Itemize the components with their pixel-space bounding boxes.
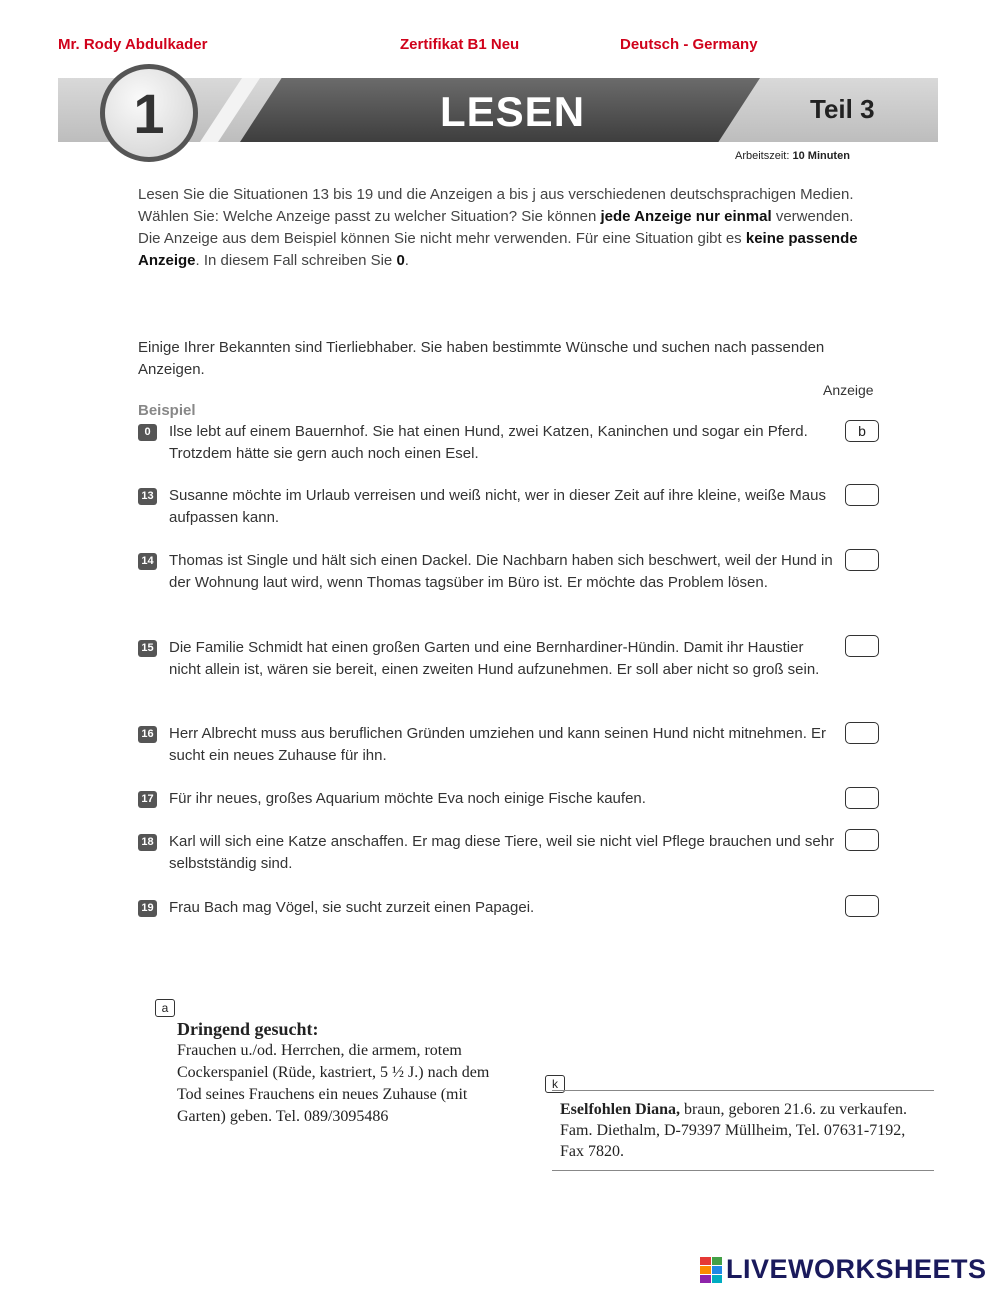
language-label: Deutsch - Germany bbox=[620, 36, 758, 53]
answer-input-13[interactable] bbox=[845, 484, 879, 506]
item-number: 18 bbox=[138, 834, 157, 851]
cube-cell bbox=[712, 1257, 723, 1265]
item-number: 13 bbox=[138, 488, 157, 505]
list-item bbox=[138, 831, 838, 875]
ad-a-body: Frauchen u./od. Herrchen, die armem, rotem Cockerspaniel (Rüde, kastriert, 5 ½ J.) nach dem Tod seines Frauchens ein neues Zuhause (mit Garten) geben. Tel. 089/3095486 bbox=[177, 1042, 490, 1125]
instruction-3-a: Die Anzeige aus dem Beispiel können Sie nicht mehr verwenden. Für eine Situation gibt es bbox=[138, 230, 746, 247]
ad-a-title: Dringend gesucht: bbox=[177, 1019, 319, 1039]
answer-input-18[interactable] bbox=[845, 829, 879, 851]
part-label: Teil 3 bbox=[810, 94, 875, 124]
answer-box-example: b bbox=[845, 420, 879, 442]
instruction-2 bbox=[138, 206, 883, 228]
list-item bbox=[138, 421, 838, 465]
item-number: 16 bbox=[138, 726, 157, 743]
intro-text: Einige Ihrer Bekannten sind Tierliebhaber. Sie haben bestimmte Wünsche und suchen nach passenden Anzeigen. bbox=[138, 339, 825, 378]
item-number: 19 bbox=[138, 900, 157, 917]
instructions bbox=[138, 184, 883, 272]
cube-cell bbox=[712, 1275, 723, 1283]
ad-j-title: Eselfohlen Diana, bbox=[560, 1101, 681, 1118]
item-text: Herr Albrecht muss aus beruflichen Gründen umziehen und kann seinen Hund nicht mitnehmen. Er sucht ein neues Zuhause für ihn. bbox=[169, 725, 827, 764]
section-title: LESEN bbox=[440, 88, 586, 135]
author-name: Mr. Rody Abdulkader bbox=[58, 36, 208, 53]
item-number: 14 bbox=[138, 553, 157, 570]
item-text: Frau Bach mag Vögel, sie sucht zurzeit einen Papagei. bbox=[169, 899, 535, 916]
instruction-2-a: Wählen Sie: Welche Anzeige passt zu welcher Situation? Sie können bbox=[138, 208, 601, 225]
liveworksheets-brand: LIVEWORKSHEETS bbox=[726, 1254, 987, 1284]
cube-cell bbox=[700, 1257, 711, 1265]
working-time bbox=[735, 150, 850, 162]
answer-input-17[interactable] bbox=[845, 787, 879, 809]
item-text: Für ihr neues, großes Aquarium möchte Eva noch einige Fische kaufen. bbox=[169, 790, 646, 807]
list-item bbox=[138, 485, 838, 529]
instruction-1: Lesen Sie die Situationen 13 bis 19 und die Anzeigen a bis j aus verschiedenen deutschsprachigen Medien. bbox=[138, 186, 854, 203]
list-item bbox=[138, 637, 838, 681]
answer-input-14[interactable] bbox=[845, 549, 879, 571]
instruction-3 bbox=[138, 228, 883, 272]
answer-input-19[interactable] bbox=[845, 895, 879, 917]
instruction-3-c: . In diesem Fall schreiben Sie bbox=[195, 252, 397, 269]
working-time-value: 10 Minuten bbox=[792, 150, 850, 162]
cube-cell bbox=[700, 1266, 711, 1274]
item-text: Thomas ist Single und hält sich einen Dackel. Die Nachbarn haben sich beschwert, weil der Hund in der Wohnung laut wird, wenn Thomas tagsüber im Büro ist. Er möchte das Problem lösen. bbox=[169, 552, 833, 591]
list-item bbox=[138, 723, 838, 767]
section-number-badge: 1 bbox=[100, 64, 198, 162]
ad-a-letter: a bbox=[155, 999, 175, 1017]
item-number: 0 bbox=[138, 424, 157, 441]
liveworksheets-logo bbox=[700, 1254, 987, 1285]
ad-j-letter: k bbox=[545, 1075, 565, 1093]
list-item bbox=[138, 788, 838, 810]
ad-j-body: braun, geboren 21.6. zu verkaufen. Fam. Diethalm, D-79397 Müllheim, Tel. 07631-7192, Fax 7820. bbox=[560, 1101, 908, 1160]
ad-j bbox=[552, 1090, 934, 1171]
instruction-3-zero: 0 bbox=[396, 252, 405, 269]
item-text: Karl will sich eine Katze anschaffen. Er mag diese Tiere, weil sie nicht viel Pflege brauchen und sehr selbstständig sind. bbox=[169, 833, 835, 872]
item-text: Ilse lebt auf einem Bauernhof. Sie hat einen Hund, zwei Katzen, Kaninchen und sogar ein Pferd. Trotzdem hätte sie gern auch noch einen Esel. bbox=[169, 423, 808, 462]
working-time-label: Arbeitszeit: bbox=[735, 150, 790, 162]
item-number: 17 bbox=[138, 791, 157, 808]
answer-column-label: Anzeige bbox=[823, 382, 874, 398]
item-number: 15 bbox=[138, 640, 157, 657]
instruction-3-bold: keine passende Anzeige bbox=[138, 230, 858, 269]
cube-cell bbox=[712, 1266, 723, 1274]
item-text: Susanne möchte im Urlaub verreisen und weiß nicht, wer in dieser Zeit auf ihre kleine, weiße Maus aufpassen kann. bbox=[169, 487, 826, 526]
example-label: Beispiel bbox=[138, 402, 196, 419]
list-item bbox=[138, 550, 838, 594]
ad-a bbox=[177, 1018, 507, 1128]
instruction-3-e: . bbox=[404, 252, 409, 269]
answer-input-16[interactable] bbox=[845, 722, 879, 744]
instruction-2-bold: jede Anzeige nur einmal bbox=[600, 208, 772, 225]
item-text: Die Familie Schmidt hat einen großen Garten und eine Bernhardiner-Hündin. Damit ihr Haustier nicht allein ist, wären sie bereit, einen zweiten Hund aufzunehmen. Er soll aber nicht so groß sein. bbox=[169, 639, 820, 678]
course-name: Zertifikat B1 Neu bbox=[400, 36, 520, 53]
liveworksheets-cube-icon bbox=[700, 1257, 722, 1283]
cube-cell bbox=[700, 1275, 711, 1283]
instruction-2-c: verwenden. bbox=[771, 208, 854, 225]
list-item bbox=[138, 897, 838, 919]
answer-input-15[interactable] bbox=[845, 635, 879, 657]
